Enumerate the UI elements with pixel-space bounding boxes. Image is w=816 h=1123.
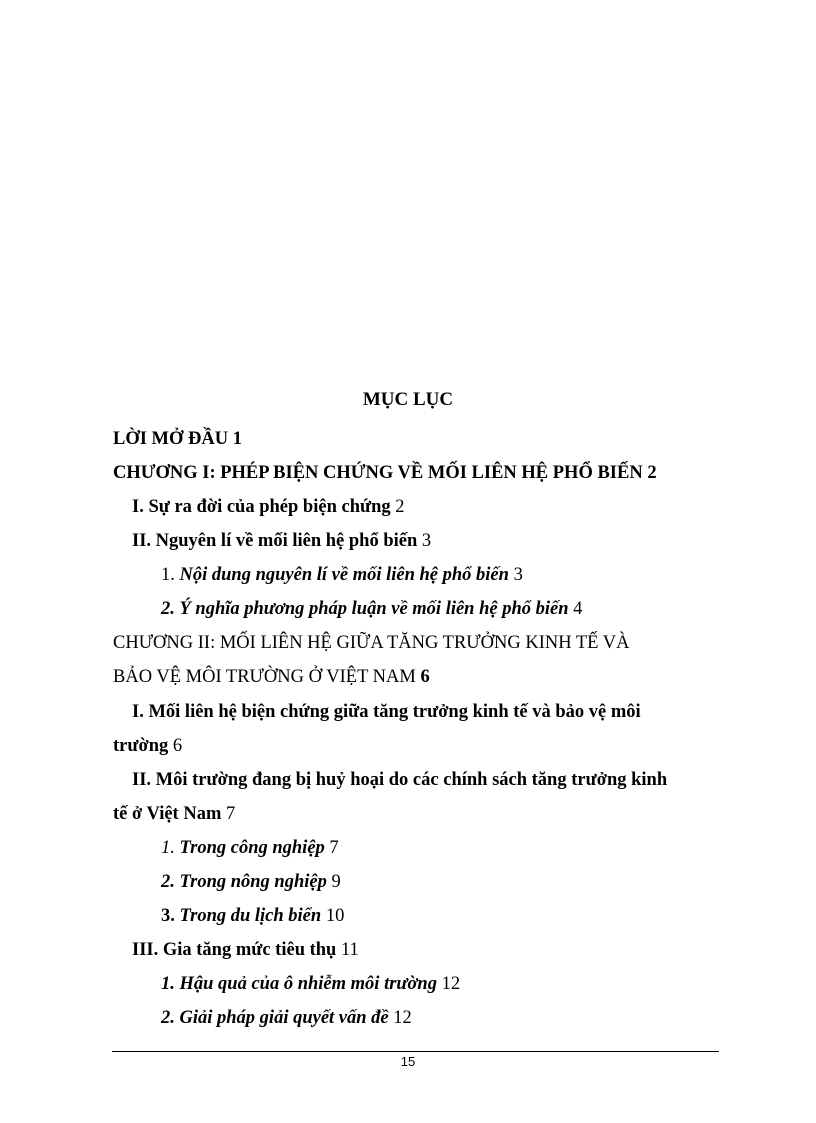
toc-entry-page: 3 [513,565,523,585]
toc-entry-text: II. Nguyên lí về mối liên hệ phổ biến [132,531,418,551]
toc-entry-c2-s3 [132,938,359,962]
toc-entry-c2-s1-line1 [132,700,641,724]
toc-entry-number: 1. [161,565,175,585]
toc-entry-page: 3 [421,531,432,551]
page-number: 15 [400,1054,416,1069]
toc-entry-page: 2 [395,497,405,517]
toc-entry-c1-s1 [132,495,405,519]
toc-entry-c2-s1-line2 [113,734,182,758]
footer-rule [112,1051,719,1052]
toc-entry-c1-s2-1 [161,563,523,587]
toc-entry-c2-s3-2 [161,1006,412,1030]
toc-entry-page: 4 [573,599,583,619]
toc-entry-chuong-1 [113,461,657,485]
toc-entry-number: 1. [161,838,175,858]
toc-entry-c1-s2-2 [161,597,582,621]
toc-entry-text: Nội dung nguyên lí về mối liên hệ phổ biến [179,565,509,585]
toc-entry-page: 7 [226,804,236,824]
toc-entry-text: Trong du lịch biển [179,906,322,926]
toc-entry-text: LỜI MỞ ĐẦU [113,429,229,449]
toc-entry-page: 7 [329,838,339,858]
toc-entry-number: 3. [161,906,175,926]
toc-entry-text: tế ở Việt Nam [113,804,222,824]
toc-title: MỤC LỤC [362,389,454,410]
toc-entry-text: I. Sự ra đời của phép biện chứng [132,497,391,517]
toc-entry-c2-s2-3 [161,904,344,928]
toc-entry-text: 1. Hậu quả của ô nhiễm môi trường [161,974,437,994]
toc-entry-page: 6 [420,667,430,687]
toc-entry-text: CHƯƠNG II: MỐI LIÊN HỆ GIỮA TĂNG TRƯỞNG KINH TẾ VÀ [113,633,630,653]
toc-entry-text: 2. Ý nghĩa phương pháp luận về mối liên hệ phổ biến [161,599,569,619]
toc-entry-text: BẢO VỆ MÔI TRƯỜNG Ở VIỆT NAM [113,667,416,687]
toc-entry-c2-s3-1 [161,972,460,996]
toc-entry-text: III. Gia tăng mức tiêu thụ [132,940,337,960]
toc-entry-text: I. Mối liên hệ biện chứng giữa tăng trưởng kinh tế và bảo vệ môi [132,702,641,722]
toc-entry-text: 2. Giải pháp giải quyết vấn đề [161,1008,389,1028]
toc-entry-text: CHƯƠNG I: PHÉP BIỆN CHỨNG VỀ MỐI LIÊN HỆ PHỔ BIẾN [113,463,643,483]
toc-entry-c2-s2-1 [161,836,339,860]
toc-entry-page: 12 [441,974,461,994]
toc-entry-c1-s2 [132,529,431,553]
toc-entry-page: 2 [647,463,657,483]
toc-entry-page: 11 [340,940,359,960]
toc-entry-page: 1 [232,429,242,449]
toc-entry-page: 12 [393,1008,412,1028]
toc-entry-text: trường [113,736,169,756]
toc-entry-c2-s2-line2 [113,802,235,826]
toc-entry-chuong-2-line2 [113,665,430,689]
toc-entry-loi-mo-dau [113,427,242,451]
toc-entry-page: 10 [325,906,345,926]
toc-entry-text: 2. Trong nông nghiệp [161,872,327,892]
toc-entry-c2-s2-line1 [132,768,667,792]
toc-entry-chuong-2-line1 [113,631,630,655]
toc-entry-c2-s2-2 [161,870,341,894]
toc-entry-page: 9 [331,872,341,892]
toc-entry-page: 6 [172,736,183,756]
toc-entry-text: II. Môi trường đang bị huỷ hoại do các chính sách tăng trưởng kinh [132,770,668,790]
toc-entry-text: Trong công nghiệp [179,838,325,858]
